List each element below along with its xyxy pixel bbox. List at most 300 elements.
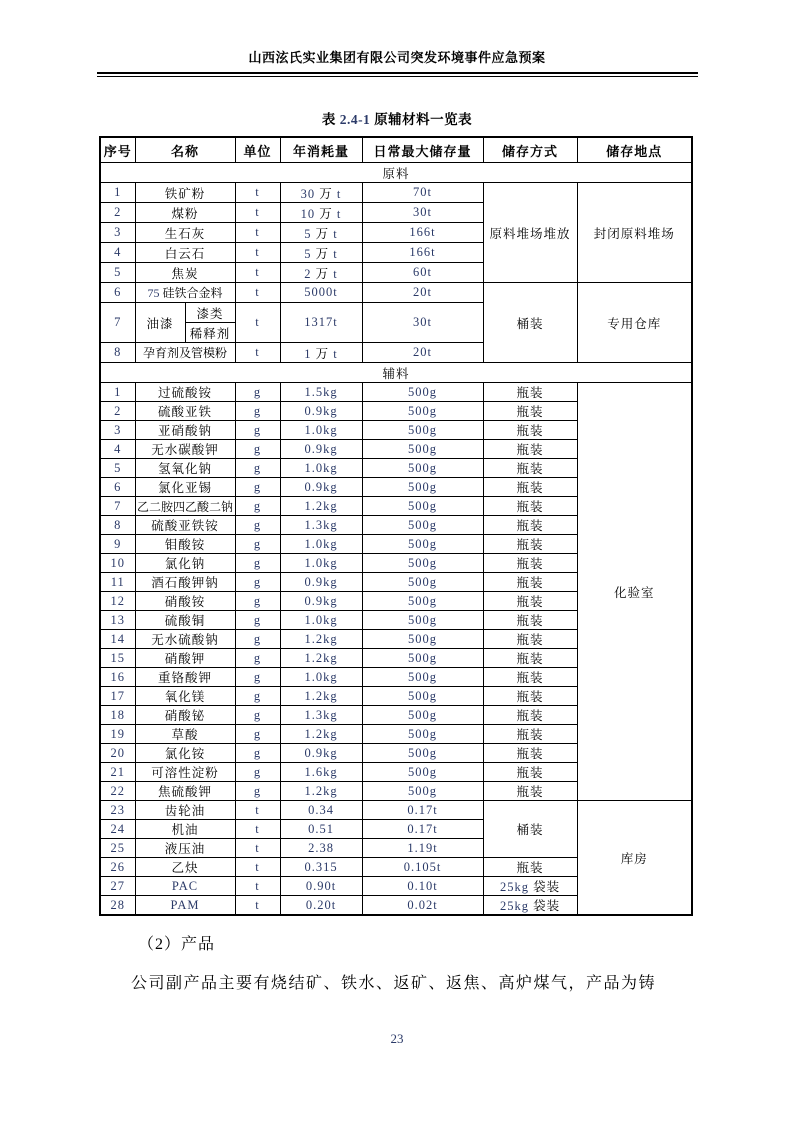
- material-name-cell: 煤粉: [135, 203, 235, 223]
- header-double-rule: [97, 72, 698, 77]
- latin-text: 500g: [408, 555, 438, 570]
- unit-cell: [235, 497, 280, 516]
- latin-text: t: [255, 821, 260, 836]
- row-no-cell: [100, 421, 135, 440]
- latin-text: 11: [110, 574, 125, 589]
- latin-text: 0.90t: [305, 878, 337, 893]
- latin-text: 1.2kg: [304, 498, 338, 513]
- annual-consumption-cell: [280, 877, 362, 896]
- material-name-cell: [135, 896, 235, 916]
- annual-consumption-cell: [280, 383, 362, 402]
- latin-text: 500g: [408, 764, 438, 779]
- unit-cell: [235, 343, 280, 363]
- row-no-cell: [100, 263, 135, 283]
- latin-text: 4: [114, 441, 122, 456]
- annual-consumption-cell: [280, 820, 362, 839]
- latin-text: 0.17t: [407, 802, 438, 817]
- latin-text: 1317t: [304, 315, 338, 329]
- daily-storage-cell: [362, 421, 483, 440]
- storage-method-cell: 瓶装: [483, 573, 577, 592]
- material-name-cell: 氧化镁: [135, 687, 235, 706]
- latin-text: 3: [114, 422, 122, 437]
- latin-text: g: [253, 669, 262, 684]
- row-no-cell: [100, 535, 135, 554]
- latin-text: 19: [110, 726, 125, 741]
- unit-cell: [235, 183, 280, 203]
- row-no-cell: [100, 343, 135, 363]
- page-number: 23: [390, 1031, 404, 1046]
- latin-text: t: [333, 226, 338, 241]
- material-name-cell: 齿轮油: [135, 801, 235, 820]
- latin-text: t: [255, 802, 260, 817]
- latin-text: 1.3kg: [304, 517, 338, 532]
- daily-storage-cell: [362, 725, 483, 744]
- latin-text: 500g: [408, 403, 438, 418]
- annual-consumption-cell: [280, 459, 362, 478]
- row-no-cell: [100, 497, 135, 516]
- daily-storage-cell: [362, 554, 483, 573]
- latin-text: 1.0kg: [304, 460, 338, 475]
- daily-storage-cell: [362, 744, 483, 763]
- latin-text: t: [333, 266, 338, 281]
- annual-consumption-cell: [280, 782, 362, 801]
- daily-storage-cell: [362, 649, 483, 668]
- row-no-cell: [100, 554, 135, 573]
- latin-text: 1.19t: [407, 840, 438, 855]
- latin-text: 0.9kg: [304, 403, 338, 418]
- latin-text: 166t: [409, 245, 436, 259]
- row-no-cell: [100, 630, 135, 649]
- column-header: 日常最大储存量: [362, 137, 483, 163]
- latin-text: g: [253, 726, 262, 741]
- latin-text: 1: [114, 185, 122, 199]
- material-name-cell: 无水碳酸钾: [135, 440, 235, 459]
- material-name-cell: 氢氧化钠: [135, 459, 235, 478]
- row-no-cell: [100, 573, 135, 592]
- latin-text: g: [253, 631, 262, 646]
- annual-consumption-cell: [280, 497, 362, 516]
- storage-method-cell: 25kg 袋装: [483, 896, 577, 916]
- latin-text: 22: [110, 783, 125, 798]
- unit-cell: [235, 611, 280, 630]
- annual-consumption-cell: 5 万 t: [280, 243, 362, 263]
- latin-text: 60t: [413, 265, 432, 279]
- material-name-cell: 75 硅铁合金料: [135, 283, 235, 303]
- latin-text: 0.17t: [407, 821, 438, 836]
- unit-cell: [235, 630, 280, 649]
- daily-storage-cell: [362, 440, 483, 459]
- annual-consumption-cell: 5 万 t: [280, 223, 362, 243]
- daily-storage-cell: [362, 896, 483, 916]
- latin-text: 500g: [408, 574, 438, 589]
- latin-text: g: [253, 555, 262, 570]
- latin-text: g: [253, 783, 262, 798]
- latin-text: 1.0kg: [304, 612, 338, 627]
- latin-text: t: [255, 185, 260, 199]
- daily-storage-cell: [362, 283, 483, 303]
- latin-text: 500g: [408, 745, 438, 760]
- unit-cell: [235, 535, 280, 554]
- latin-text: g: [253, 650, 262, 665]
- latin-text: 2: [114, 403, 122, 418]
- material-name-cell: 油漆: [135, 303, 185, 343]
- material-name-cell: 过硫酸铵: [135, 383, 235, 402]
- row-no-cell: [100, 283, 135, 303]
- latin-text: g: [253, 441, 262, 456]
- storage-method-cell: 瓶装: [483, 440, 577, 459]
- storage-method-cell: 瓶装: [483, 478, 577, 497]
- unit-cell: [235, 303, 280, 343]
- latin-text: g: [253, 517, 262, 532]
- storage-location-cell: 库房: [577, 801, 692, 916]
- storage-method-cell: 瓶装: [483, 668, 577, 687]
- latin-text: 500g: [408, 612, 438, 627]
- latin-text: 75: [147, 286, 160, 300]
- storage-method-cell: 桶装: [483, 801, 577, 858]
- latin-text: g: [253, 764, 262, 779]
- daily-storage-cell: [362, 535, 483, 554]
- unit-cell: [235, 223, 280, 243]
- unit-cell: [235, 782, 280, 801]
- material-name-cell: 硫酸亚铁: [135, 402, 235, 421]
- material-name-cell: 无水硫酸钠: [135, 630, 235, 649]
- material-name-cell: 硝酸钾: [135, 649, 235, 668]
- annual-consumption-cell: [280, 283, 362, 303]
- latin-text: 20t: [413, 345, 432, 359]
- latin-text: 166t: [409, 225, 436, 239]
- latin-text: g: [253, 536, 262, 551]
- unit-cell: [235, 283, 280, 303]
- storage-method-cell: 瓶装: [483, 592, 577, 611]
- row-no-cell: [100, 744, 135, 763]
- latin-text: 0.20t: [305, 897, 337, 912]
- latin-text: 0.9kg: [304, 593, 338, 608]
- annual-consumption-cell: [280, 858, 362, 877]
- latin-text: 25kg: [499, 899, 529, 913]
- latin-text: 500g: [408, 441, 438, 456]
- storage-method-cell: 瓶装: [483, 649, 577, 668]
- material-name-cell: 焦炭: [135, 263, 235, 283]
- latin-text: 10: [110, 555, 125, 570]
- storage-method-cell: 瓶装: [483, 858, 577, 877]
- annual-consumption-cell: 30 万 t: [280, 183, 362, 203]
- latin-text: 20t: [413, 285, 432, 299]
- material-name-cell: 白云石: [135, 243, 235, 263]
- latin-text: PAC: [171, 878, 199, 893]
- latin-text: 20: [110, 745, 125, 760]
- latin-text: t: [255, 345, 260, 359]
- row-no-cell: [100, 877, 135, 896]
- material-name-cell: 孕育剂及管模粉: [135, 343, 235, 363]
- latin-text: 13: [110, 612, 125, 627]
- annual-consumption-cell: [280, 744, 362, 763]
- storage-method-cell: 瓶装: [483, 706, 577, 725]
- annual-consumption-cell: 1 万 t: [280, 343, 362, 363]
- latin-text: 5: [304, 246, 312, 261]
- latin-text: 1.3kg: [304, 707, 338, 722]
- annual-consumption-cell: [280, 839, 362, 858]
- annual-consumption-cell: [280, 706, 362, 725]
- row-no-cell: [100, 516, 135, 535]
- material-name-cell: 乙炔: [135, 858, 235, 877]
- unit-cell: [235, 203, 280, 223]
- latin-text: 5000t: [304, 285, 338, 299]
- daily-storage-cell: [362, 183, 483, 203]
- latin-text: t: [255, 840, 260, 855]
- latin-text: g: [253, 422, 262, 437]
- latin-text: 21: [110, 764, 125, 779]
- row-no-cell: [100, 858, 135, 877]
- unit-cell: [235, 820, 280, 839]
- latin-text: 26: [110, 859, 125, 874]
- storage-method-cell: 瓶装: [483, 497, 577, 516]
- material-name-cell: [135, 877, 235, 896]
- material-subname-cell: 漆类: [185, 303, 235, 323]
- daily-storage-cell: [362, 223, 483, 243]
- latin-text: 70t: [413, 185, 432, 199]
- column-header: 名称: [135, 137, 235, 163]
- row-no-cell: [100, 478, 135, 497]
- unit-cell: [235, 687, 280, 706]
- latin-text: 0.9kg: [304, 745, 338, 760]
- daily-storage-cell: [362, 801, 483, 820]
- row-no-cell: [100, 820, 135, 839]
- storage-method-cell: 瓶装: [483, 383, 577, 402]
- row-no-cell: [100, 706, 135, 725]
- unit-cell: [235, 554, 280, 573]
- storage-location-cell: 化验室: [577, 383, 692, 801]
- material-name-cell: 亚硝酸钠: [135, 421, 235, 440]
- storage-method-cell: 瓶装: [483, 554, 577, 573]
- table-row: [100, 801, 692, 820]
- latin-text: t: [255, 878, 260, 893]
- unit-cell: [235, 896, 280, 916]
- latin-text: t: [336, 206, 342, 221]
- daily-storage-cell: [362, 516, 483, 535]
- latin-text: 4: [114, 245, 122, 259]
- daily-storage-cell: [362, 497, 483, 516]
- daily-storage-cell: [362, 782, 483, 801]
- daily-storage-cell: [362, 839, 483, 858]
- latin-text: 500g: [408, 517, 438, 532]
- row-no-cell: [100, 183, 135, 203]
- latin-text: 5: [304, 226, 312, 241]
- row-no-cell: [100, 303, 135, 343]
- latin-text: g: [253, 574, 262, 589]
- latin-text: 0.9kg: [304, 441, 338, 456]
- latin-text: 6: [114, 285, 122, 299]
- latin-text: 5: [114, 265, 122, 279]
- latin-text: 500g: [408, 707, 438, 722]
- row-no-cell: [100, 763, 135, 782]
- table-header-row: [100, 137, 692, 163]
- latin-text: t: [255, 205, 260, 219]
- unit-cell: [235, 801, 280, 820]
- row-no-cell: [100, 383, 135, 402]
- unit-cell: [235, 516, 280, 535]
- latin-text: 17: [110, 688, 125, 703]
- latin-text: 6: [114, 479, 122, 494]
- latin-text: 7: [114, 315, 122, 329]
- annual-consumption-cell: [280, 630, 362, 649]
- latin-text: 2.38: [308, 840, 334, 855]
- unit-cell: [235, 763, 280, 782]
- section-divider-row: [100, 163, 692, 183]
- latin-text: 8: [114, 345, 122, 359]
- row-no-cell: [100, 402, 135, 421]
- daily-storage-cell: [362, 763, 483, 782]
- latin-text: t: [255, 265, 260, 279]
- latin-text: 30: [300, 186, 316, 201]
- material-name-cell: 机油: [135, 820, 235, 839]
- annual-consumption-cell: [280, 478, 362, 497]
- latin-text: g: [253, 593, 262, 608]
- material-name-cell: 钼酸铵: [135, 535, 235, 554]
- daily-storage-cell: [362, 573, 483, 592]
- material-name-cell: 生石灰: [135, 223, 235, 243]
- material-name-cell: 乙二胺四乙酸二钠: [135, 497, 235, 516]
- latin-text: 0.34: [308, 802, 334, 817]
- document-header-title: 山西泫氏实业集团有限公司突发环境事件应急预案: [248, 50, 546, 65]
- material-name-cell: 液压油: [135, 839, 235, 858]
- latin-text: 1.2kg: [304, 688, 338, 703]
- latin-text: 12: [110, 593, 125, 608]
- materials-table: [99, 136, 693, 916]
- latin-text: 1.6kg: [304, 764, 338, 779]
- table-title-number: 2.4-1: [339, 112, 371, 127]
- storage-method-cell: 瓶装: [483, 459, 577, 478]
- annual-consumption-cell: [280, 801, 362, 820]
- annual-consumption-cell: [280, 896, 362, 916]
- unit-cell: [235, 440, 280, 459]
- latin-text: t: [255, 225, 260, 239]
- latin-text: 2: [304, 266, 312, 281]
- latin-text: g: [253, 612, 262, 627]
- latin-text: 3: [114, 225, 122, 239]
- section-label: 原料: [100, 163, 692, 183]
- daily-storage-cell: [362, 820, 483, 839]
- row-no-cell: [100, 725, 135, 744]
- daily-storage-cell: [362, 459, 483, 478]
- latin-text: 30t: [413, 205, 432, 219]
- annual-consumption-cell: [280, 592, 362, 611]
- latin-text: g: [253, 498, 262, 513]
- latin-text: 0.10t: [407, 878, 438, 893]
- storage-method-cell: 瓶装: [483, 402, 577, 421]
- storage-method-cell: 瓶装: [483, 630, 577, 649]
- row-no-cell: [100, 896, 135, 916]
- annual-consumption-cell: [280, 303, 362, 343]
- daily-storage-cell: [362, 303, 483, 343]
- material-name-cell: 草酸: [135, 725, 235, 744]
- unit-cell: [235, 706, 280, 725]
- latin-text: 10: [300, 206, 316, 221]
- daily-storage-cell: [362, 383, 483, 402]
- latin-text: 500g: [408, 498, 438, 513]
- unit-cell: [235, 649, 280, 668]
- latin-text: g: [253, 688, 262, 703]
- daily-storage-cell: [362, 592, 483, 611]
- latin-text: 1.2kg: [304, 726, 338, 741]
- latin-text: 14: [110, 631, 125, 646]
- latin-text: 1.0kg: [304, 669, 338, 684]
- storage-method-cell: 瓶装: [483, 782, 577, 801]
- latin-text: 0.9kg: [304, 574, 338, 589]
- row-no-cell: [100, 649, 135, 668]
- material-name-cell: 硝酸铋: [135, 706, 235, 725]
- storage-method-cell: 瓶装: [483, 611, 577, 630]
- annual-consumption-cell: [280, 573, 362, 592]
- latin-text: g: [253, 479, 262, 494]
- storage-location-cell: 专用仓库: [577, 283, 692, 363]
- materials-table-body: [100, 137, 692, 915]
- latin-text: 25: [110, 840, 125, 855]
- latin-text: 9: [114, 536, 122, 551]
- unit-cell: [235, 243, 280, 263]
- latin-text: 500g: [408, 688, 438, 703]
- table-title: [0, 108, 794, 128]
- material-name-cell: 氯化亚锡: [135, 478, 235, 497]
- latin-text: 27: [110, 878, 125, 893]
- latin-text: 1.0kg: [304, 555, 338, 570]
- material-name-cell: 酒石酸钾钠: [135, 573, 235, 592]
- storage-method-cell: 25kg 袋装: [483, 877, 577, 896]
- table-row: [100, 383, 692, 402]
- latin-text: 0.02t: [407, 897, 438, 912]
- latin-text: 1.0kg: [304, 536, 338, 551]
- storage-method-cell: 瓶装: [483, 763, 577, 782]
- latin-text: 30t: [413, 315, 432, 329]
- storage-method-cell: 瓶装: [483, 744, 577, 763]
- row-no-cell: [100, 839, 135, 858]
- annual-consumption-cell: [280, 611, 362, 630]
- material-name-cell: 重铬酸钾: [135, 668, 235, 687]
- latin-text: t: [255, 315, 260, 329]
- latin-text: 1: [114, 384, 122, 399]
- latin-text: g: [253, 707, 262, 722]
- annual-consumption-cell: [280, 402, 362, 421]
- latin-text: 500g: [408, 593, 438, 608]
- latin-text: 23: [110, 802, 125, 817]
- table-row: [100, 283, 692, 303]
- latin-text: 500g: [408, 783, 438, 798]
- column-header: 储存方式: [483, 137, 577, 163]
- latin-text: 1.2kg: [304, 650, 338, 665]
- row-no-cell: [100, 592, 135, 611]
- body-paragraph: 公司副产品主要有烧结矿、铁水、返矿、返焦、高炉煤气，产品为铸: [131, 975, 657, 992]
- annual-consumption-cell: [280, 763, 362, 782]
- material-name-cell: 硝酸铵: [135, 592, 235, 611]
- latin-text: t: [255, 245, 260, 259]
- row-no-cell: [100, 223, 135, 243]
- annual-consumption-cell: [280, 421, 362, 440]
- row-no-cell: [100, 782, 135, 801]
- latin-text: 16: [110, 669, 125, 684]
- latin-text: 500g: [408, 460, 438, 475]
- daily-storage-cell: [362, 203, 483, 223]
- daily-storage-cell: [362, 877, 483, 896]
- storage-method-cell: 瓶装: [483, 421, 577, 440]
- annual-consumption-cell: [280, 516, 362, 535]
- section-divider-row: [100, 363, 692, 383]
- unit-cell: [235, 402, 280, 421]
- annual-consumption-cell: [280, 668, 362, 687]
- daily-storage-cell: [362, 668, 483, 687]
- unit-cell: [235, 459, 280, 478]
- daily-storage-cell: [362, 478, 483, 497]
- material-name-cell: 氯化铵: [135, 744, 235, 763]
- daily-storage-cell: [362, 858, 483, 877]
